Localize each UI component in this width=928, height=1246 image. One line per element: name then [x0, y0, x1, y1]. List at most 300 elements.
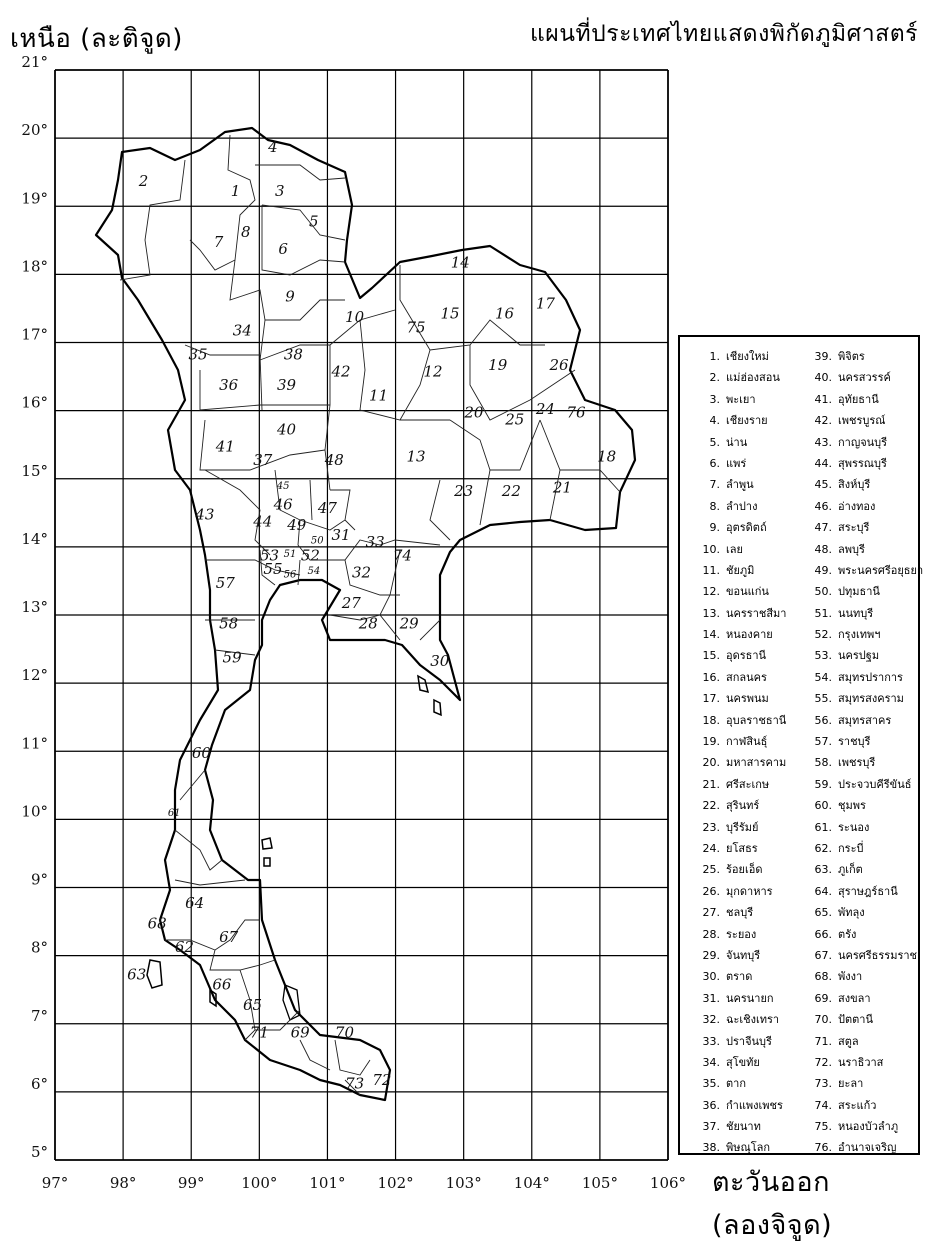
- legend-entry: [694, 368, 786, 389]
- legend-entry-number: 27.: [702, 906, 720, 920]
- legend-entry-number: 55.: [814, 692, 832, 706]
- latitude-label: 9°: [30, 870, 48, 889]
- legend-entry-number: 8.: [709, 499, 720, 513]
- legend-entry-number: 28.: [702, 927, 720, 941]
- province-number-label: 32: [351, 563, 372, 582]
- latitude-label: 20°: [21, 121, 48, 140]
- legend-entry: [694, 668, 786, 689]
- legend-entry: [806, 561, 923, 582]
- legend-entry: [806, 1032, 923, 1053]
- legend-entry: [694, 497, 786, 518]
- legend-entry: [806, 860, 923, 881]
- legend-entry-name: เลย: [726, 542, 743, 556]
- legend-entry: [694, 518, 786, 539]
- province-number-label: 18: [597, 447, 617, 466]
- legend-entry-name: นครราชสีมา: [726, 606, 787, 620]
- legend-entry-number: 35.: [702, 1077, 720, 1091]
- legend-entry: [806, 646, 923, 667]
- latitude-label: 6°: [30, 1074, 48, 1093]
- province-number-label: 7: [213, 233, 224, 252]
- legend-entry: [806, 411, 923, 432]
- legend-entry-number: 39.: [814, 350, 832, 363]
- legend-entry-number: 23.: [702, 820, 720, 834]
- legend-entry-name: ประจวบคีรีขันธ์: [838, 777, 912, 791]
- province-number-label: 63: [127, 965, 147, 984]
- province-number-label: 49: [287, 515, 307, 534]
- legend-entry: [806, 540, 923, 561]
- legend-entry-name: สงขลา: [838, 991, 871, 1005]
- legend-entry-name: มุกดาหาร: [726, 884, 773, 898]
- province-number-label: 46: [273, 495, 293, 514]
- longitude-label: 104°: [513, 1174, 550, 1192]
- legend-entry: [694, 989, 786, 1010]
- legend-entry-name: ศรีสะเกษ: [726, 777, 770, 791]
- legend-entry-name: จันทบุรี: [726, 948, 761, 962]
- legend-entry-name: ร้อยเอ็ด: [726, 863, 763, 877]
- legend-entry-number: 44.: [814, 456, 832, 470]
- legend-entry: [806, 711, 923, 732]
- province-number-label: 47: [317, 498, 337, 517]
- legend-entry-number: 47.: [814, 521, 832, 535]
- legend-entry-number: 66.: [814, 927, 832, 941]
- legend-entry: [694, 1053, 786, 1074]
- province-number-label: 9: [285, 287, 295, 306]
- island-chang: [418, 676, 428, 692]
- legend-entry: [694, 1096, 786, 1117]
- legend-entry-name: ลำปาง: [726, 499, 758, 513]
- province-number-label: 27: [341, 594, 361, 613]
- province-number-label: 57: [215, 573, 235, 592]
- map-title: แผนที่ประเทศไทยแสดงพิกัดภูมิศาสตร์: [529, 21, 918, 47]
- legend-entry: [694, 625, 786, 646]
- legend-entry: [806, 497, 923, 518]
- legend-entry-name: ตาก: [726, 1077, 746, 1091]
- legend-entry: [694, 540, 786, 561]
- legend-entry: [806, 796, 923, 817]
- longitude-label: 105°: [581, 1174, 618, 1192]
- longitude-label: 102°: [377, 1174, 414, 1192]
- legend-entry: [694, 433, 786, 454]
- province-number-label: 36: [219, 376, 239, 395]
- legend-entry-name: สระแก้ว: [838, 1098, 877, 1112]
- legend-entry: [694, 1117, 786, 1138]
- latitude-label: 5°: [30, 1143, 48, 1161]
- province-number-label: 64: [185, 893, 205, 912]
- province-number-label: 59: [222, 648, 242, 667]
- province-number-label: 45: [276, 480, 290, 492]
- legend-entry-number: 50.: [814, 585, 832, 599]
- legend-entry-name: ราชบุรี: [838, 735, 871, 749]
- legend-entry-number: 48.: [814, 542, 832, 556]
- latitude-label: 10°: [21, 802, 48, 821]
- legend-entry-number: 73.: [814, 1077, 832, 1091]
- longitude-label: 99°: [177, 1174, 205, 1192]
- legend-entry-name: สระบุรี: [838, 521, 870, 535]
- latitude-tick-labels: [21, 53, 48, 1161]
- province-number-label: 8: [240, 222, 251, 241]
- province-legend: [678, 335, 924, 1155]
- province-number-label: 6: [278, 239, 288, 258]
- legend-entry-name: อ่างทอง: [838, 499, 876, 513]
- legend-entry: [694, 818, 786, 839]
- legend-entry-name: ฉะเชิงเทรา: [726, 1013, 780, 1027]
- legend-entry: [806, 946, 923, 967]
- latitude-label: 18°: [21, 257, 48, 276]
- province-number-label: 22: [501, 481, 521, 500]
- legend-entry: [694, 839, 786, 860]
- legend-entry-name: กาญจนบุรี: [838, 435, 888, 449]
- legend-entry-name: สมุทรสงคราม: [838, 692, 904, 706]
- legend-entry-number: 49.: [814, 563, 832, 577]
- legend-entry-number: 59.: [814, 777, 832, 791]
- province-number-label: 19: [488, 355, 508, 374]
- legend-entry: [694, 796, 786, 817]
- legend-entry-number: 63.: [814, 863, 832, 877]
- legend-entry-number: 43.: [814, 435, 832, 449]
- province-number-label: 26: [549, 355, 569, 374]
- legend-entry: [806, 882, 923, 903]
- province-number-label: 39: [277, 376, 297, 395]
- legend-entry-number: 10.: [702, 542, 720, 556]
- legend-entry: [806, 454, 923, 475]
- province-number-label: 34: [232, 321, 252, 340]
- legend-entry: [806, 839, 923, 860]
- legend-entry-number: 18.: [702, 713, 720, 727]
- legend-entry-name: ลำพูน: [726, 478, 754, 492]
- province-number-label: 68: [147, 914, 167, 933]
- legend-entry-name: อุดรธานี: [726, 649, 767, 663]
- province-number-label: 56: [283, 569, 297, 581]
- legend-entry-name: นครนายก: [726, 991, 774, 1005]
- legend-entry-number: 21.: [702, 777, 720, 791]
- legend-entry: [806, 582, 923, 603]
- legend-entry-name: อุตรดิตถ์: [726, 521, 767, 535]
- legend-entry: [806, 625, 923, 646]
- legend-entry-name: กาฬสินธุ์: [726, 735, 768, 749]
- legend-entry-number: 4.: [709, 414, 720, 428]
- province-number-label: 1: [230, 182, 241, 201]
- legend-entry: [694, 775, 786, 796]
- province-number-label: 51: [283, 549, 297, 561]
- legend-entry-name: พิจิตร: [838, 350, 865, 363]
- province-number-label: 42: [331, 362, 351, 381]
- legend-entry: [694, 582, 786, 603]
- legend-entry-number: 61.: [814, 820, 832, 834]
- legend-entry-name: ระยอง: [726, 927, 757, 941]
- province-number-label: 41: [215, 437, 235, 456]
- legend-entry-name: สมุทรปราการ: [838, 670, 903, 684]
- legend-entry-number: 45.: [814, 478, 832, 492]
- legend-entry-number: 38.: [702, 1141, 720, 1155]
- legend-entry-name: ตรัง: [838, 927, 857, 941]
- legend-entry-number: 60.: [814, 799, 832, 813]
- legend-entry: [694, 604, 786, 625]
- island-phangan: [264, 858, 270, 866]
- legend-entry-name: สุโขทัย: [726, 1055, 760, 1069]
- legend-entry-number: 33.: [702, 1034, 720, 1048]
- longitude-label: 106°: [649, 1174, 687, 1192]
- legend-entry-name: ชัยภูมิ: [726, 563, 755, 577]
- legend-entry-number: 67.: [814, 948, 832, 962]
- legend-entry-number: 51.: [814, 606, 832, 620]
- latitude-label: 17°: [21, 325, 48, 344]
- legend-entry: [694, 390, 786, 411]
- legend-entry-number: 52.: [814, 628, 832, 642]
- legend-entry: [806, 903, 923, 924]
- legend-entry-number: 65.: [814, 906, 832, 920]
- legend-entry: [806, 1117, 923, 1138]
- province-number-label: 58: [219, 614, 239, 633]
- longitude-tick-labels: [42, 1174, 686, 1192]
- legend-entry-name: อำนาจเจริญ: [838, 1141, 897, 1155]
- province-number-label: 40: [277, 420, 297, 439]
- legend-entry: [694, 882, 786, 903]
- province-number-label: 28: [358, 614, 378, 633]
- legend-entry: [694, 925, 786, 946]
- longitude-label: 100°: [241, 1174, 278, 1192]
- legend-entry-number: 15.: [702, 649, 720, 663]
- province-number-label: 4: [268, 137, 278, 156]
- legend-entry-name: ตราด: [726, 970, 753, 984]
- legend-entry-name: สตูล: [838, 1034, 859, 1048]
- province-number-label: 12: [423, 362, 443, 381]
- province-number-label: 48: [324, 451, 344, 470]
- legend-entry-number: 75.: [814, 1120, 832, 1134]
- legend-entry: [806, 604, 923, 625]
- legend-entry: [694, 1032, 786, 1053]
- legend-entry-number: 20.: [702, 756, 720, 770]
- legend-entry-number: 54.: [814, 670, 832, 684]
- legend-entry-number: 76.: [814, 1141, 832, 1155]
- legend-entry-name: แพร่: [726, 456, 747, 470]
- legend-entry: [806, 1053, 923, 1074]
- legend-entry: [806, 818, 923, 839]
- legend-entry-number: 7.: [709, 478, 720, 492]
- legend-entry-name: ปราจีนบุรี: [726, 1034, 772, 1048]
- legend-entry: [806, 433, 923, 454]
- legend-entry-name: นครพนม: [726, 692, 769, 706]
- latitude-label: 14°: [21, 529, 48, 548]
- legend-entry-name: ระนอง: [838, 820, 870, 834]
- legend-entry-number: 30.: [702, 970, 720, 984]
- legend-entry-number: 5.: [709, 435, 720, 449]
- legend-entry-number: 13.: [702, 606, 720, 620]
- legend-entry: [694, 411, 786, 432]
- province-number-label: 70: [334, 1023, 355, 1042]
- north-latitude-label: เหนือ (ละติจูด): [10, 24, 183, 54]
- province-number-label: 60: [191, 744, 211, 763]
- province-number-label: 65: [242, 996, 263, 1015]
- province-number-label: 55: [263, 560, 283, 579]
- legend-entry-name: ชุมพร: [838, 799, 866, 813]
- legend-entry: [694, 475, 786, 496]
- legend-entry-number: 42.: [814, 414, 832, 428]
- legend-entry-name: พะเยา: [726, 392, 756, 406]
- legend-entry-number: 41.: [814, 392, 832, 406]
- legend-entry-number: 32.: [702, 1013, 720, 1027]
- legend-entry-name: น่าน: [726, 435, 748, 449]
- latitude-label: 12°: [21, 666, 48, 685]
- legend-entry: [694, 753, 786, 774]
- legend-entry-number: 53.: [814, 649, 832, 663]
- province-number-label: 35: [188, 345, 208, 364]
- legend-entry-name: นครศรีธรรมราช: [838, 948, 918, 962]
- legend-entry: [694, 1074, 786, 1095]
- province-number-label: 52: [300, 546, 320, 565]
- legend-entry-name: พิษณุโลก: [726, 1141, 771, 1155]
- legend-entry-name: มหาสารคาม: [726, 756, 787, 770]
- legend-entry: [806, 368, 923, 389]
- latitude-label: 19°: [21, 189, 48, 208]
- province-number-label: 67: [219, 928, 239, 946]
- legend-entry-name: ปัตตานี: [838, 1013, 873, 1027]
- province-number-label: 31: [331, 526, 351, 545]
- latitude-label: 15°: [21, 461, 48, 480]
- province-number-label: 43: [195, 505, 215, 524]
- legend-entry-number: 46.: [814, 499, 832, 513]
- province-number-label: 30: [430, 652, 450, 671]
- legend-entry-number: 14.: [702, 628, 720, 642]
- legend-entry: [806, 775, 923, 796]
- island-phuket: [147, 960, 162, 988]
- province-number-label: 71: [249, 1023, 269, 1042]
- east-longitude-label: ตะวันออก (ลองจิจูด): [712, 1167, 833, 1241]
- legend-entry-name: เชียงราย: [726, 414, 768, 428]
- province-number-label: 44: [253, 512, 273, 531]
- legend-entry-number: 62.: [814, 841, 832, 855]
- island-samui: [262, 838, 272, 849]
- legend-entry: [694, 347, 786, 368]
- legend-entry-name: เชียงใหม่: [726, 350, 769, 363]
- legend-entry-name: พระนครศรีอยุธยา: [838, 563, 924, 577]
- legend-entry-name: เพชรบูรณ์: [838, 414, 886, 428]
- legend-entry-name: สุราษฎร์ธานี: [838, 884, 898, 898]
- legend-entry-name: กำแพงเพชร: [726, 1098, 783, 1112]
- legend-entry: [806, 925, 923, 946]
- legend-entry: [806, 1074, 923, 1095]
- legend-entry-name: ชลบุรี: [726, 906, 754, 920]
- legend-entry-name: อุบลราชธานี: [726, 713, 787, 727]
- legend-entry: [694, 732, 786, 753]
- legend-entry: [806, 1138, 923, 1159]
- latitude-label: 21°: [21, 53, 48, 71]
- legend-entry: [806, 668, 923, 689]
- legend-entry-number: 70.: [814, 1013, 832, 1027]
- latitude-label: 7°: [30, 1006, 48, 1025]
- legend-entry: [694, 646, 786, 667]
- latitude-label: 11°: [21, 734, 48, 753]
- island-kut: [434, 700, 441, 715]
- legend-entry-name: ลพบุรี: [838, 542, 865, 556]
- province-number-label: 61: [167, 807, 181, 819]
- latitude-label: 8°: [30, 938, 48, 957]
- province-number-label: 76: [566, 403, 586, 422]
- legend-entry-name: สุพรรณบุรี: [838, 456, 887, 470]
- legend-entry-name: อุทัยธานี: [838, 392, 879, 406]
- legend-entry: [806, 753, 923, 774]
- province-number-label: 2: [138, 171, 149, 190]
- province-number-label: 16: [494, 304, 515, 323]
- longitude-label: 97°: [41, 1174, 69, 1192]
- province-number-label: 24: [535, 400, 555, 419]
- legend-entry-name: สิงห์บุรี: [838, 478, 871, 492]
- legend-entry-number: 36.: [702, 1098, 720, 1112]
- legend-entry-number: 17.: [702, 692, 720, 706]
- legend-entry-number: 2.: [709, 371, 720, 385]
- legend-entry: [694, 903, 786, 924]
- legend-entry-name: นนทบุรี: [838, 606, 874, 620]
- legend-entry-name: พัทลุง: [838, 906, 865, 920]
- legend-entry-number: 40.: [814, 371, 832, 385]
- province-number-label: 25: [505, 410, 525, 429]
- province-number-label: 21: [552, 478, 572, 497]
- legend-entry-number: 29.: [702, 948, 720, 962]
- legend-entry: [694, 711, 786, 732]
- legend-entry-name: นครสวรรค์: [838, 371, 891, 385]
- province-number-label: 50: [310, 535, 324, 547]
- province-number-label: 17: [535, 294, 555, 313]
- legend-entry-number: 58.: [814, 756, 832, 770]
- legend-entry-number: 74.: [814, 1098, 832, 1112]
- province-number-label: 69: [290, 1023, 310, 1042]
- legend-entry-number: 16.: [702, 670, 720, 684]
- legend-entry-number: 24.: [702, 841, 720, 855]
- legend-entry: [806, 347, 923, 368]
- legend-column-2: [806, 347, 923, 1160]
- legend-entry-name: ภูเก็ต: [838, 863, 863, 877]
- province-number-label: 5: [309, 212, 319, 231]
- legend-entry-name: นครปฐม: [838, 649, 880, 663]
- legend-entry: [806, 1010, 923, 1031]
- legend-entry: [694, 946, 786, 967]
- legend-entry-number: 64.: [814, 884, 832, 898]
- legend-entry-name: กระบี่: [838, 841, 864, 855]
- legend-entry-number: 11.: [702, 563, 720, 577]
- legend-entry-name: หนองบัวลำภู: [838, 1120, 899, 1134]
- legend-entry: [806, 390, 923, 411]
- legend-entry-name: สกลนคร: [726, 670, 767, 684]
- province-number-label: 53: [260, 546, 280, 565]
- longitude-label: 101°: [309, 1174, 346, 1192]
- legend-entry-name: ปทุมธานี: [838, 585, 880, 599]
- legend-entry-name: กรุงเทพฯ: [838, 628, 881, 642]
- legend-entry-number: 12.: [702, 585, 720, 599]
- legend-entry-number: 31.: [702, 991, 720, 1005]
- legend-entry-number: 57.: [814, 735, 832, 749]
- legend-entry-name: ชัยนาท: [726, 1120, 761, 1134]
- legend-entry-number: 25.: [702, 863, 720, 877]
- legend-entry-name: สุรินทร์: [726, 799, 760, 813]
- longitude-label: 103°: [445, 1174, 482, 1192]
- province-number-label: 23: [454, 481, 474, 500]
- legend-entry: [806, 475, 923, 496]
- legend-entry: [694, 561, 786, 582]
- province-number-label: 75: [406, 318, 426, 337]
- legend-entry-number: 19.: [702, 735, 720, 749]
- legend-entry: [806, 732, 923, 753]
- legend-entry: [694, 1010, 786, 1031]
- legend-entry-number: 37.: [702, 1120, 720, 1134]
- province-number-label: 66: [212, 975, 232, 994]
- province-number-label: 54: [307, 566, 321, 578]
- legend-entry: [694, 967, 786, 988]
- province-number-label: 20: [464, 403, 484, 422]
- province-number-label: 72: [372, 1071, 392, 1090]
- province-number-label: 29: [399, 614, 419, 633]
- legend-entry-number: 22.: [702, 799, 720, 813]
- legend-entry-number: 72.: [814, 1055, 832, 1069]
- province-number-label: 3: [274, 182, 285, 201]
